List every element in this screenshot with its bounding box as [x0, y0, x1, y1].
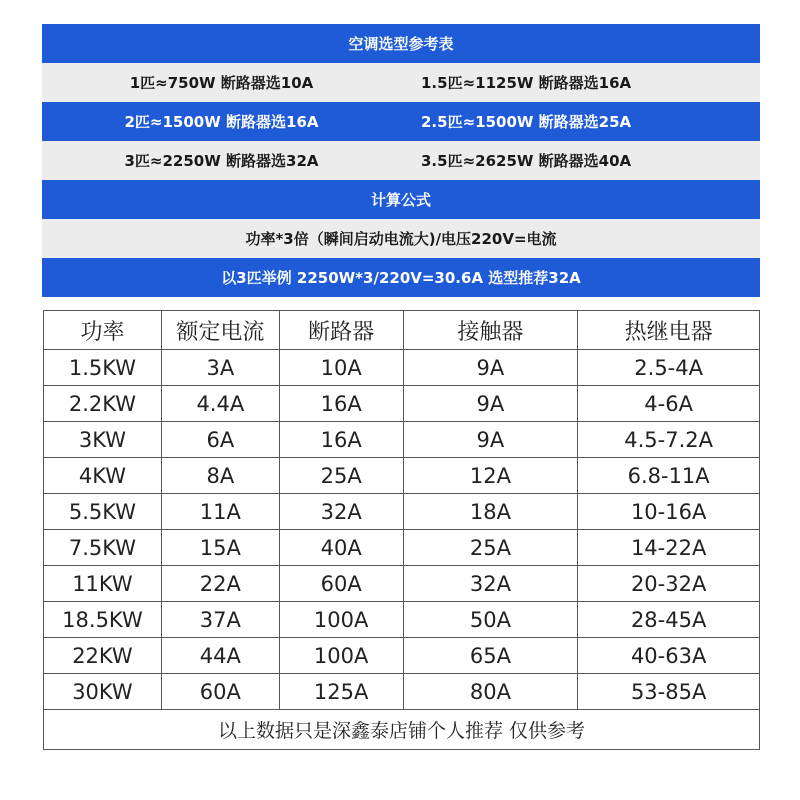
cell-thermal-relay: 10-16A	[578, 494, 760, 530]
formula-row	[42, 219, 760, 258]
cell-contactor: 18A	[403, 494, 578, 530]
cell-rated-current: 15A	[161, 530, 279, 566]
cell-breaker: 100A	[279, 602, 403, 638]
cell-breaker: 16A	[279, 422, 403, 458]
header-contactor: 接触器	[403, 311, 578, 350]
example-row	[42, 258, 760, 297]
reference-title-text: 空调选型参考表	[348, 35, 454, 53]
cell-breaker: 32A	[279, 494, 403, 530]
cell-power: 5.5KW	[44, 494, 162, 530]
table-row	[44, 638, 760, 674]
cell-thermal-relay: 20-32A	[578, 566, 760, 602]
formula-title-text: 计算公式	[370, 191, 431, 209]
cell-breaker: 10A	[279, 350, 403, 386]
cell-power: 4KW	[44, 458, 162, 494]
cell-power: 22KW	[44, 638, 162, 674]
cell-breaker: 40A	[279, 530, 403, 566]
cell-thermal-relay: 4.5-7.2A	[578, 422, 760, 458]
cell-power: 30KW	[44, 674, 162, 710]
table-header-row	[44, 311, 760, 350]
cell-contactor: 50A	[403, 602, 578, 638]
cell-rated-current: 11A	[161, 494, 279, 530]
formula-title	[42, 180, 760, 219]
cell-thermal-relay: 2.5-4A	[578, 350, 760, 386]
cell-power: 18.5KW	[44, 602, 162, 638]
reference-row	[42, 63, 760, 102]
reference-cell: 1.5匹≈1125W 断路器选16A	[421, 74, 632, 92]
cell-contactor: 65A	[403, 638, 578, 674]
reference-cell: 3.5匹≈2625W 断路器选40A	[421, 152, 632, 170]
cell-breaker: 16A	[279, 386, 403, 422]
reference-cell: 2.5匹≈1500W 断路器选25A	[421, 113, 632, 131]
cell-thermal-relay: 28-45A	[578, 602, 760, 638]
example-text: 以3匹举例 2250W*3/220V=30.6A 选型推荐32A	[221, 269, 581, 287]
cell-breaker: 60A	[279, 566, 403, 602]
cell-rated-current: 8A	[161, 458, 279, 494]
header-breaker: 断路器	[279, 311, 403, 350]
cell-breaker: 100A	[279, 638, 403, 674]
table-row	[44, 494, 760, 530]
cell-thermal-relay: 53-85A	[578, 674, 760, 710]
cell-thermal-relay: 6.8-11A	[578, 458, 760, 494]
cell-power: 2.2KW	[44, 386, 162, 422]
cell-breaker: 25A	[279, 458, 403, 494]
cell-thermal-relay: 4-6A	[578, 386, 760, 422]
cell-contactor: 9A	[403, 422, 578, 458]
cell-rated-current: 22A	[161, 566, 279, 602]
reference-cell: 3匹≈2250W 断路器选32A	[124, 152, 319, 170]
cell-power: 11KW	[44, 566, 162, 602]
cell-breaker: 125A	[279, 674, 403, 710]
cell-rated-current: 4.4A	[161, 386, 279, 422]
table-row	[44, 674, 760, 710]
cell-thermal-relay: 40-63A	[578, 638, 760, 674]
table-note-row	[44, 710, 760, 750]
cell-power: 7.5KW	[44, 530, 162, 566]
table-row	[44, 530, 760, 566]
cell-contactor: 80A	[403, 674, 578, 710]
header-rated-current: 额定电流	[161, 311, 279, 350]
reference-row	[42, 141, 760, 180]
cell-thermal-relay: 14-22A	[578, 530, 760, 566]
cell-rated-current: 37A	[161, 602, 279, 638]
cell-rated-current: 44A	[161, 638, 279, 674]
cell-power: 3KW	[44, 422, 162, 458]
cell-contactor: 32A	[403, 566, 578, 602]
header-power: 功率	[44, 311, 162, 350]
table-row	[44, 566, 760, 602]
cell-rated-current: 60A	[161, 674, 279, 710]
formula-text: 功率*3倍（瞬间启动电流大)/电压220V=电流	[245, 230, 557, 248]
reference-title	[42, 24, 760, 63]
header-thermal-relay: 热继电器	[578, 311, 760, 350]
ac-selection-reference	[42, 24, 760, 297]
table-row	[44, 350, 760, 386]
cell-contactor: 9A	[403, 386, 578, 422]
table-row	[44, 422, 760, 458]
reference-row	[42, 102, 760, 141]
cell-rated-current: 6A	[161, 422, 279, 458]
cell-rated-current: 3A	[161, 350, 279, 386]
cell-contactor: 12A	[403, 458, 578, 494]
power-spec-table	[43, 310, 760, 750]
table-row	[44, 602, 760, 638]
cell-power: 1.5KW	[44, 350, 162, 386]
table-note: 以上数据只是深鑫泰店铺个人推荐 仅供参考	[44, 710, 760, 750]
table-row	[44, 458, 760, 494]
cell-contactor: 9A	[403, 350, 578, 386]
cell-contactor: 25A	[403, 530, 578, 566]
reference-cell: 1匹≈750W 断路器选10A	[129, 74, 314, 92]
table-row	[44, 386, 760, 422]
reference-cell: 2匹≈1500W 断路器选16A	[124, 113, 319, 131]
